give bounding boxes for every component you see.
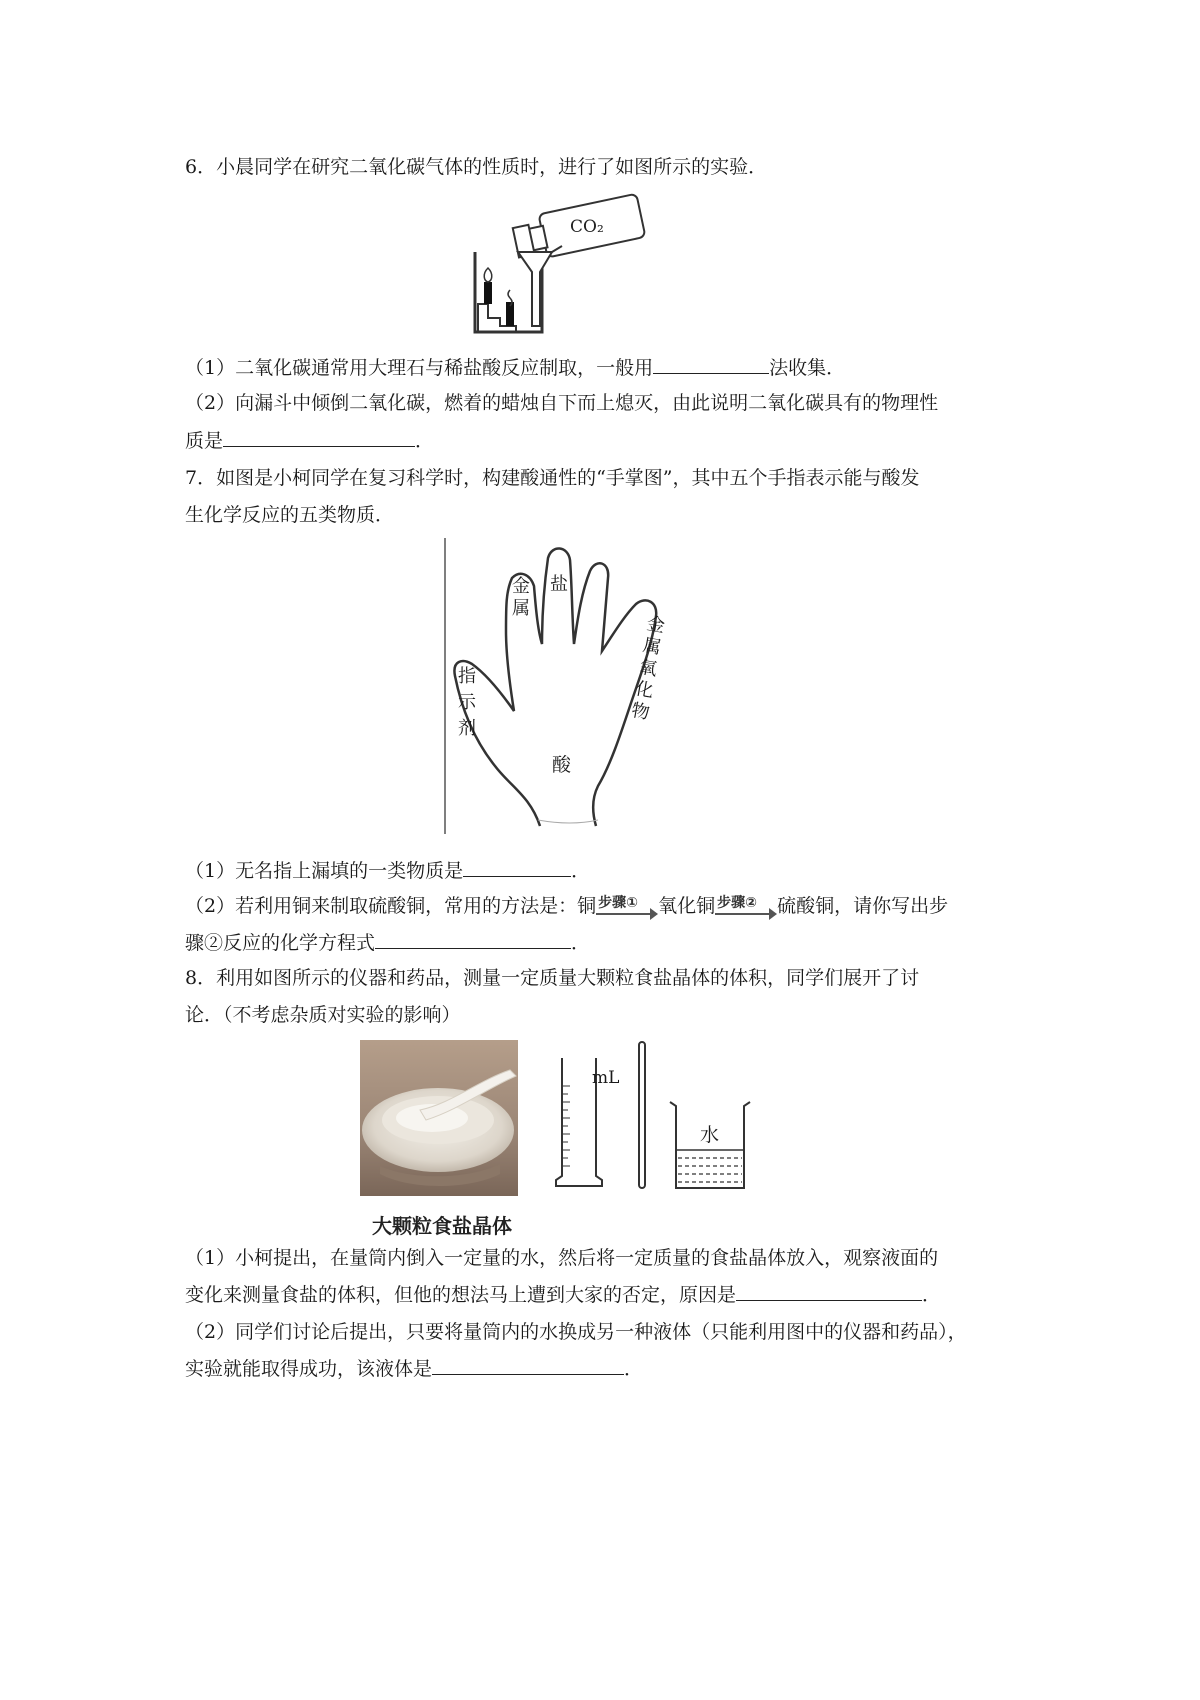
water-beaker [666, 1098, 752, 1192]
beaker-water-label: 水 [700, 1124, 720, 1146]
cylinder-unit-label: mL [592, 1068, 620, 1088]
graduated-cylinder [552, 1056, 622, 1188]
q7-part2-answer-blank[interactable] [375, 930, 571, 949]
step2-arrow: 步骤② [715, 895, 777, 919]
finger-label-thumb: 金 属 氧 化 物 [629, 613, 667, 724]
glass-rod [636, 1040, 648, 1190]
q7-intro-line2: 生化学反应的五类物质． [185, 504, 395, 526]
q7-intro-line1: 7．如图是小柯同学在复习科学时，构建酸通性的“手掌图”，其中五个手指表示能与酸发 [185, 467, 920, 489]
salt-crystal-photo [360, 1040, 518, 1196]
q7-part1: （1）无名指上漏填的一类物质是 ． [185, 860, 591, 882]
q6-part2-answer-blank[interactable] [223, 428, 415, 447]
finger-label-index: 金 属 [512, 576, 530, 619]
q7-part2-line1: （2）若利用铜来制取硫酸铜，常用的方法是：铜 步骤① 氧化铜 步骤② 硫酸铜，请你写出步 [185, 894, 948, 919]
q8-intro-line1: 8．利用如图所示的仪器和药品，测量一定质量大颗粒食盐晶体的体积，同学们展开了讨 [185, 967, 920, 989]
q7-part2-line2: 骤②反应的化学方程式 ． [185, 932, 591, 954]
q6-part2-line1: （2）向漏斗中倾倒二氧化碳，燃着的蜡烛自下而上熄灭，由此说明二氧化碳具有的物理性 [185, 392, 939, 414]
q6-part1: （1）二氧化碳通常用大理石与稀盐酸反应制取，一般用 法收集． [185, 357, 846, 379]
q8-part1-answer-blank[interactable] [736, 1282, 922, 1301]
finger-label-pinky: 指 示 剂 [458, 666, 476, 739]
q7-part1-answer-blank[interactable] [463, 858, 571, 877]
palm-label: 酸 [552, 754, 572, 776]
q6-part2-line2: 质是 ． [185, 430, 435, 452]
finger-label-middle: 盐 [550, 574, 568, 595]
q8-part2-line1: （2）同学们讨论后提出，只要将量筒内的水换成另一种液体（只能利用图中的仪器和药品）， [185, 1321, 967, 1343]
q6-part1-answer-blank[interactable] [653, 355, 769, 374]
salt-photo-caption: 大颗粒食盐晶体 [372, 1214, 512, 1238]
q8-intro-line2: 论．（不考虑杂质对实验的影响） [185, 1004, 461, 1026]
q8-part2-line2: 实验就能取得成功，该液体是 ． [185, 1358, 644, 1380]
co2-experiment-figure [470, 186, 670, 338]
q8-part1-line2: 变化来测量食盐的体积，但他的想法马上遭到大家的否定，原因是 ． [185, 1284, 942, 1306]
q8-part1-line1: （1）小柯提出，在量筒内倒入一定量的水，然后将一定质量的食盐晶体放入，观察液面的 [185, 1247, 939, 1269]
co2-label: CO₂ [570, 217, 604, 237]
q8-part2-answer-blank[interactable] [432, 1356, 624, 1375]
acid-hand-diagram [440, 536, 700, 836]
step1-arrow: 步骤① [596, 895, 658, 919]
q6-intro: 6．小晨同学在研究二氧化碳气体的性质时，进行了如图所示的实验． [185, 156, 768, 178]
